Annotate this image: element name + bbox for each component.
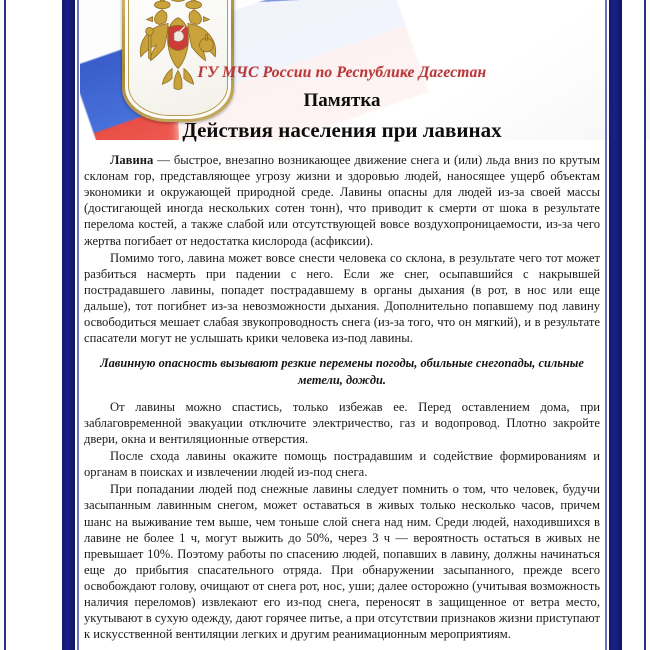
paragraph-definition <box>84 152 600 249</box>
page-title: Действия населения при лавинах <box>182 118 502 142</box>
paragraph-survival: При попадании людей под снежные лавины следует помнить о том, что человек, будучи засыпанным лавинным снегом, может оставаться в живых только несколько часов, причем шанс на выживание тем выше, чем тоньше слой снега над ним. Среди людей, находившихся в лавине не более 1 ч, могут выжить до 50%, через 3 ч — вероятность остаться в живых не превышает 10%. Поэтому работы по спасению людей, попавших в лавину, должны начинаться еще до прибытия спасательного отряда. При обнаружении засыпанного, прежде всего освобождают голову, очищают от снега рот, нос, уши; далее осторожно (учитывая возможность наличия переломов) извлекают его из-под снега, переносят в защищенное от ветра место, укутывают в сухую одежду, дают горячее питье, а при отсутствии признаков жизни приступают к искусственной вентиляции легких и другим реанимационным мероприятиям. <box>84 482 600 642</box>
paragraph-prevention: От лавины можно спастись, только избежав ее. Перед оставлением дома, при заблаговременной эвакуации отключите электричество, газ и водопровод. Плотно закройте двери, окна и вентиляционные отверстия. <box>84 399 600 446</box>
paragraph-danger-details: Помимо того, лавина может вовсе снести человека со склона, в результате чего тот может разбиться насмерть при падении с него. Если же снег, осыпавшийся с накрывшей пострадавшего лавины, попадет пострадавшему в органы дыхания (в рот, в нос или еще дальше), тот погибнет из-за невозможности дыхания. Дополнительно попавшему под лавину освободиться мешает слабая звукопроводность снега (из-за того, что он мягкий), и в результате спасатели могут не услышать крики человека из-под лавины. <box>84 250 600 346</box>
right-border-navy-band <box>609 0 622 650</box>
organization-line: ГУ МЧС России по Республике Дагестан <box>197 64 487 81</box>
poster-content <box>84 0 600 643</box>
paragraph-after-avalanche: После схода лавины окажите помощь пострадавшим и содействие формированиям и органам в поисках и извлечении людей из-под снега. <box>84 449 600 480</box>
paragraph-definition-text: — быстрое, внезапно возникающее движение снега и (или) льда вниз по крутым склонам гор, представляющее угрозу жизни и здоровью людей, наносящее ущерб объектам экономики и окружающей природной среде. Лавины опасны для людей из-за своей массы (достигающей иногда нескольких сотен тонн), что приводит к смерти от шока в результате перелома костей, а также слабой или отсутствующей вовсе воздухопроницаемости, из-за чего жертва погибает от недостатка кислорода (асфиксии). <box>84 153 600 248</box>
right-border-gap <box>622 0 644 650</box>
right-border-outer-line <box>644 0 646 650</box>
left-border-gap <box>6 0 62 650</box>
memo-label: Памятка <box>303 90 381 111</box>
body-text <box>84 152 600 642</box>
left-border-inner-line <box>77 0 79 650</box>
callout-warning: Лавинную опасность вызывают резкие перемены погоды, обильные снегопады, сильные метели, дожди. <box>100 356 584 388</box>
left-border-navy-band <box>62 0 75 650</box>
right-border-inner-line <box>605 0 607 650</box>
term-avalanche: Лавина <box>110 153 154 167</box>
